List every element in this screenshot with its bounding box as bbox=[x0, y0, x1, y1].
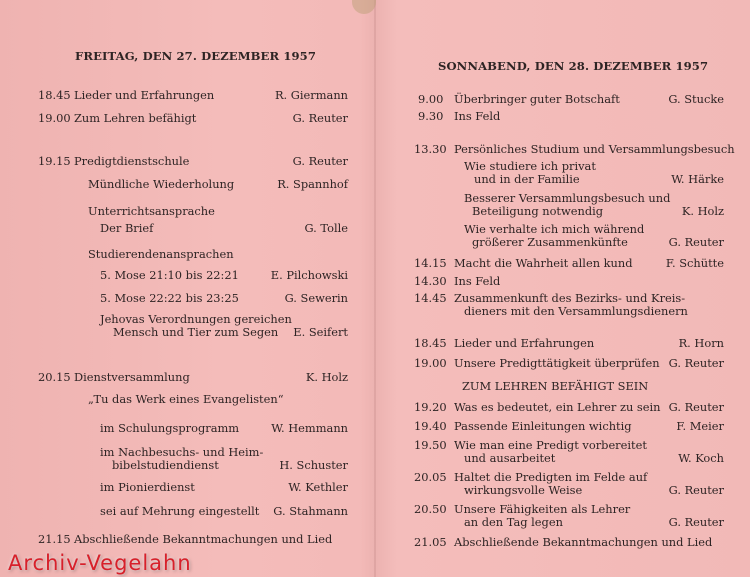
item-speaker: H. Schuster bbox=[279, 458, 348, 472]
item-title: Dienstversammlung bbox=[74, 370, 190, 384]
item-title: Passende Einleitungen wichtig bbox=[454, 419, 632, 433]
item-time: 21.05 bbox=[414, 535, 447, 549]
item-title-cont: größerer Zusammenkünfte bbox=[472, 235, 628, 249]
item-speaker: G. Stahmann bbox=[273, 504, 348, 518]
item-title: Überbringer guter Botschaft bbox=[454, 92, 620, 106]
item-time: 14.30 bbox=[414, 274, 447, 288]
item-time: 9.00 bbox=[418, 92, 444, 106]
item-speaker: G. Reuter bbox=[668, 235, 724, 249]
item-speaker: G. Tolle bbox=[304, 221, 348, 235]
item-title: Ins Feld bbox=[454, 109, 501, 123]
item-speaker: E. Seifert bbox=[293, 325, 348, 339]
archive-watermark: Archiv-Vegelahn bbox=[8, 551, 192, 575]
item-speaker: G. Reuter bbox=[668, 515, 724, 529]
item-title: im Nachbesuchs- und Heim- bbox=[100, 445, 264, 459]
item-speaker: G. Reuter bbox=[668, 356, 724, 370]
item-title-cont: dieners mit den Versammlungsdienern bbox=[464, 304, 688, 318]
item-title-cont: bibelstudiendienst bbox=[112, 458, 219, 472]
friday-heading: FREITAG, DEN 27. DEZEMBER 1957 bbox=[75, 49, 317, 63]
item-time: 14.15 bbox=[414, 256, 447, 270]
item-title: Haltet die Predigten im Felde auf bbox=[454, 470, 648, 484]
item-title: Mündliche Wiederholung bbox=[88, 177, 235, 191]
item-title-cont: an den Tag legen bbox=[464, 515, 563, 529]
item-title: im Pionierdienst bbox=[100, 480, 195, 494]
item-speaker: F. Schütte bbox=[665, 256, 724, 270]
item-speaker: G. Reuter bbox=[668, 483, 724, 497]
item-speaker: G. Reuter bbox=[668, 400, 724, 414]
item-title: Unsere Predigttätigkeit überprüfen bbox=[454, 356, 660, 370]
item-title: Der Brief bbox=[100, 221, 154, 235]
item-speaker: G. Stucke bbox=[668, 92, 724, 106]
item-time: 18.45 bbox=[38, 88, 71, 102]
item-speaker: G. Reuter bbox=[292, 111, 348, 125]
item-title: Lieder und Erfahrungen bbox=[74, 88, 215, 102]
subheading-text: ZUM LEHREN BEFÄHIGT SEIN bbox=[462, 379, 649, 393]
item-time: 21.15 bbox=[38, 532, 71, 546]
item-title: Wie studiere ich privat bbox=[464, 159, 596, 173]
item-title-cont: Mensch und Tier zum Segen bbox=[113, 325, 279, 339]
item-time: 19.50 bbox=[414, 438, 447, 452]
item-title: Unsere Fähigkeiten als Lehrer bbox=[454, 502, 631, 516]
item-title: 5. Mose 22:22 bis 23:25 bbox=[100, 291, 239, 305]
saturday-heading: SONNABEND, DEN 28. DEZEMBER 1957 bbox=[438, 59, 709, 73]
paper-stain bbox=[352, 0, 376, 14]
item-time: 20.50 bbox=[414, 502, 447, 516]
item-title: Jehovas Verordnungen gereichen bbox=[100, 312, 292, 326]
item-speaker: R. Spannhof bbox=[277, 177, 348, 191]
item-title: im Schulungsprogramm bbox=[100, 421, 240, 435]
item-speaker: K. Holz bbox=[681, 204, 724, 218]
item-speaker: W. Kethler bbox=[288, 480, 348, 494]
item-time: 20.15 bbox=[38, 370, 71, 384]
item-title: Ins Feld bbox=[454, 274, 501, 288]
item-speaker: K. Holz bbox=[305, 370, 348, 384]
item-title-cont: und in der Familie bbox=[474, 172, 580, 186]
item-title: „Tu das Werk eines Evangelisten“ bbox=[88, 392, 284, 406]
item-title: Studierendenansprachen bbox=[88, 247, 234, 261]
item-time: 19.40 bbox=[414, 419, 447, 433]
item-title: Persönliches Studium und Versammlungsbesuch bbox=[454, 142, 735, 156]
item-title-cont: und ausarbeitet bbox=[464, 451, 556, 465]
item-title-cont: Beteiligung notwendig bbox=[472, 204, 604, 218]
item-title: Wie man eine Predigt vorbereitet bbox=[454, 438, 647, 452]
item-title: Abschließende Bekanntmachungen und Lied bbox=[454, 535, 713, 549]
item-time: 19.15 bbox=[38, 154, 71, 168]
fold-line bbox=[374, 0, 376, 577]
item-time: 19.20 bbox=[414, 400, 447, 414]
item-speaker: G. Reuter bbox=[292, 154, 348, 168]
item-title-cont: wirkungsvolle Weise bbox=[464, 483, 583, 497]
item-title: Was es bedeutet, ein Lehrer zu sein bbox=[454, 400, 661, 414]
item-time: 9.30 bbox=[418, 109, 444, 123]
item-title: Zusammenkunft des Bezirks- und Kreis- bbox=[454, 291, 686, 305]
item-speaker: G. Sewerin bbox=[284, 291, 348, 305]
item-title: Lieder und Erfahrungen bbox=[454, 336, 595, 350]
item-title: Abschließende Bekanntmachungen und Lied bbox=[74, 532, 333, 546]
item-speaker: W. Härke bbox=[671, 172, 724, 186]
item-speaker: R. Horn bbox=[678, 336, 724, 350]
item-time: 13.30 bbox=[414, 142, 447, 156]
item-time: 20.05 bbox=[414, 470, 447, 484]
item-title: Zum Lehren befähigt bbox=[74, 111, 197, 125]
item-speaker: W. Koch bbox=[678, 451, 724, 465]
item-time: 19.00 bbox=[38, 111, 71, 125]
item-title: sei auf Mehrung eingestellt bbox=[100, 504, 260, 518]
item-title: Predigtdienstschule bbox=[74, 154, 190, 168]
item-title: Wie verhalte ich mich während bbox=[464, 222, 645, 236]
item-title: Unterrichtsansprache bbox=[88, 204, 215, 218]
item-speaker: F. Meier bbox=[676, 419, 724, 433]
item-time: 14.45 bbox=[414, 291, 447, 305]
item-time: 18.45 bbox=[414, 336, 447, 350]
item-speaker: R. Giermann bbox=[274, 88, 348, 102]
item-title: Besserer Versammlungsbesuch und bbox=[464, 191, 671, 205]
item-title: 5. Mose 21:10 bis 22:21 bbox=[100, 268, 239, 282]
item-time: 19.00 bbox=[414, 356, 447, 370]
item-speaker: W. Hemmann bbox=[271, 421, 348, 435]
item-speaker: E. Pilchowski bbox=[270, 268, 348, 282]
item-title: Macht die Wahrheit allen kund bbox=[454, 256, 633, 270]
